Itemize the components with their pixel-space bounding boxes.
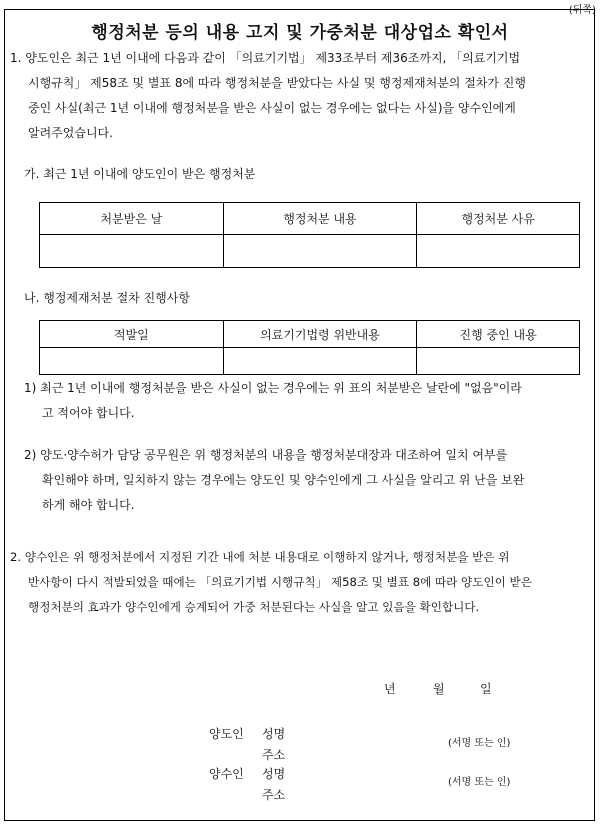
note-1-line: 고 적어야 합니다. [42,406,135,420]
section-2-statement [10,545,532,620]
table-header-cell: 행정처분 내용 [223,203,417,235]
section-2-line: 행정처분의 효과가 양수인에게 승계되어 가중 처분된다는 사실을 알고 있음을 확인합니다. [28,600,480,614]
table-header-cell: 적발일 [40,321,224,348]
table-header-cell: 의료기기법령 위반내용 [223,321,417,348]
back-side-mark: (뒤쪽) [568,5,596,16]
transferor-label: 양도인 [209,727,244,741]
transferee-label: 양수인 [209,767,244,781]
transferor-address-label: 주소 [262,748,286,762]
date-month-label: 월 [433,682,445,696]
transferee-address-label: 주소 [262,788,286,802]
table-header-cell: 행정처분 사유 [417,203,580,235]
document-title: 행정처분 등의 내용 고지 및 가중처분 대상업소 확인서 [91,23,509,43]
subsection-b-heading: 나. 행정제재처분 절차 진행사항 [24,291,190,305]
section-1-line: 중인 사실(최근 1년 이내에 행정처분을 받은 사실이 없는 경우에는 없다는 사실)을 양수인에게 [28,101,516,115]
note-2-line: 확인해야 하며, 일치하지 않는 경우에는 양도인 및 양수인에게 그 사실을 알리고 위 난을 보완 [42,473,525,487]
section-1-statement [10,46,526,146]
date-day-label: 일 [480,682,492,696]
sanction-progress-table [39,320,580,375]
note-2-line: 2) 양도·양수허가 담당 공무원은 위 행정처분의 내용을 행정처분대장과 대조하여 일치 여부를 [24,448,508,462]
transferor-sign-note: (서명 또는 인) [448,738,511,749]
section-1-line: 시행규칙」 제58조 및 별표 8에 따라 행정처분을 받았다는 사실 및 행정제재처분의 절차가 진행 [28,76,526,90]
transferee-name-label: 성명 [262,767,286,781]
section-2-line: 2. 양수인은 위 행정처분에서 지정된 기간 내에 처분 내용대로 이행하지 않거나, 행정처분을 받은 위 [10,550,510,564]
section-2-line: 반사항이 다시 적발되었을 때에는 「의료기기법 시행규칙」 제58조 및 별표 8에 따라 양도인이 받은 [28,575,532,589]
transferee-sign-note: (서명 또는 인) [448,777,511,788]
section-1-line: 알려주었습니다. [28,126,113,140]
transferor-name-label: 성명 [262,727,286,741]
table-header-cell: 처분받은 날 [40,203,224,235]
section-1-line: 1. 양도인은 최근 1년 이내에 다음과 같이 「의료기기법」 제33조부터 제36조까지, 「의료기기법 [10,51,521,65]
disposition-table [39,202,580,268]
date-year-label: 년 [384,682,396,696]
table-header-cell: 진행 중인 내용 [417,321,580,348]
note-2-line: 하게 해야 합니다. [42,498,135,512]
disposition-reason-cell[interactable] [417,235,580,268]
note-1-line: 1) 최근 1년 이내에 행정처분을 받은 사실이 없는 경우에는 위 표의 처분받은 날란에 "없음"이라 [24,381,522,395]
violation-content-cell[interactable] [223,348,417,375]
disposition-content-cell[interactable] [223,235,417,268]
disposition-date-cell[interactable] [40,235,224,268]
detection-date-cell[interactable] [40,348,224,375]
note-1 [24,376,522,426]
subsection-a-heading: 가. 최근 1년 이내에 양도인이 받은 행정처분 [24,167,256,181]
progress-content-cell[interactable] [417,348,580,375]
note-2 [24,443,524,518]
